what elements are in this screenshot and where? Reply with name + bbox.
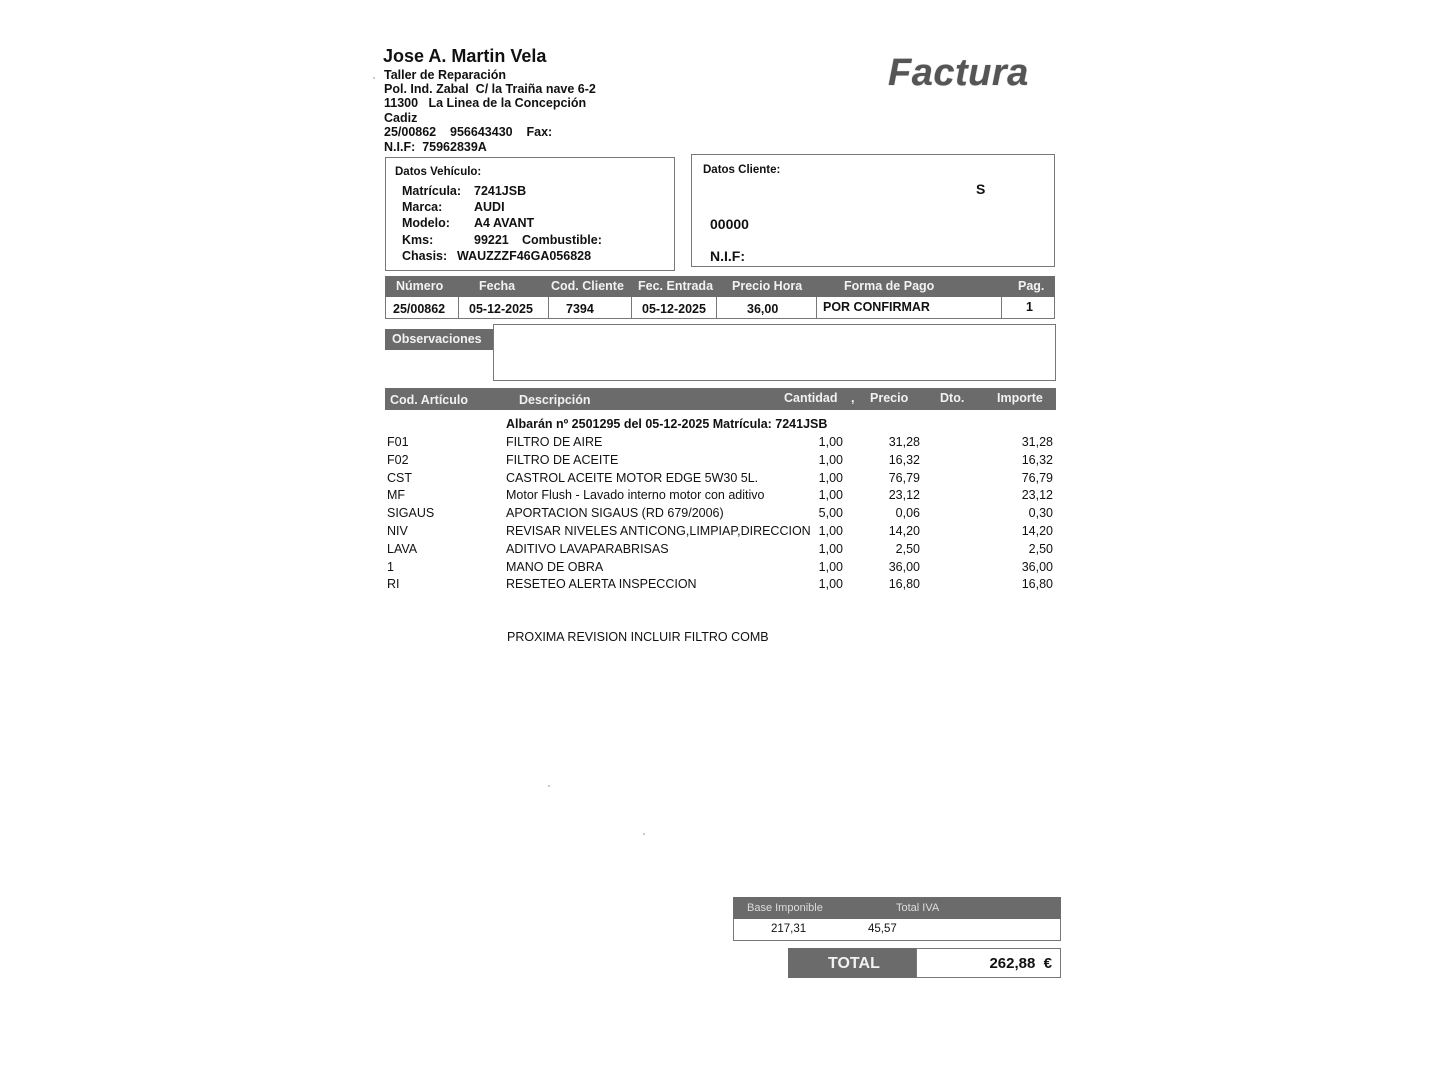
- line-price: 23,12: [888, 488, 920, 502]
- issuer-name: Jose A. Martin Vela: [383, 46, 547, 66]
- observations-box: [493, 324, 1056, 381]
- line-price: 31,28: [888, 435, 920, 449]
- line-code: F02: [387, 453, 409, 467]
- scan-speck: [643, 833, 645, 835]
- value-forma-pago: POR CONFIRMAR: [823, 300, 930, 314]
- col-precio: Precio: [870, 391, 909, 405]
- line-price: 16,32: [888, 453, 920, 467]
- line-price: 0,06: [895, 506, 920, 520]
- issuer-city: 11300 La Linea de la Concepción: [384, 96, 587, 110]
- value-precio-hora: 36,00: [747, 302, 779, 316]
- line-code: LAVA: [387, 542, 418, 556]
- albaran-line: Albarán nº 2501295 del 05-12-2025 Matrícula: 7241JSB: [506, 417, 828, 431]
- line-code: RI: [387, 577, 400, 591]
- line-quantity: 1,00: [818, 435, 843, 449]
- line-quantity: 5,00: [818, 506, 843, 520]
- line-quantity: 1,00: [818, 577, 843, 591]
- line-price: 2,50: [895, 542, 920, 556]
- line-description: REVISAR NIVELES ANTICONG,LIMPIAP,DIRECCION: [506, 524, 811, 538]
- totals-header-band: [733, 897, 1061, 919]
- line-quantity: 1,00: [818, 560, 843, 574]
- total-value-box: [916, 948, 1061, 978]
- issuer-province: Cadiz: [384, 111, 418, 125]
- totals-values-row: [733, 919, 1061, 941]
- line-price: 36,00: [888, 560, 920, 574]
- header-precio-hora: Precio Hora: [732, 279, 803, 293]
- line-amount: 36,00: [1021, 560, 1053, 574]
- kms-label: Kms:: [402, 233, 434, 247]
- line-code: SIGAUS: [387, 506, 435, 520]
- value-numero: 25/00862: [393, 302, 446, 316]
- issuer-phone-line: 25/00862 956643430 Fax:: [384, 125, 553, 139]
- line-price: 14,20: [888, 524, 920, 538]
- line-description: RESETEO ALERTA INSPECCION: [506, 577, 697, 591]
- line-code: MF: [387, 488, 406, 502]
- col-importe: Importe: [997, 391, 1043, 405]
- vehicle-box-title: Datos Vehículo:: [395, 166, 482, 178]
- line-quantity: 1,00: [818, 524, 843, 538]
- header-forma-pago: Forma de Pago: [844, 279, 935, 293]
- modelo-value: A4 AVANT: [474, 216, 535, 230]
- client-name-fragment: S: [976, 181, 986, 197]
- header-cod-cliente: Cod. Cliente: [551, 279, 624, 293]
- line-code: F01: [387, 435, 409, 449]
- line-description: FILTRO DE AIRE: [506, 435, 603, 449]
- total-iva-value: 45,57: [868, 923, 897, 935]
- issuer-business-type: Taller de Reparación: [384, 68, 507, 82]
- line-amount: 23,12: [1021, 488, 1053, 502]
- chasis-label: Chasis:: [402, 249, 448, 263]
- col-descripcion: Descripción: [519, 393, 591, 407]
- col-dto: Dto.: [940, 391, 965, 405]
- line-amount: 16,80: [1021, 577, 1053, 591]
- line-description: FILTRO DE ACEITE: [506, 453, 619, 467]
- col-cod-articulo: Cod. Artículo: [390, 393, 469, 407]
- line-description: ADITIVO LAVAPARABRISAS: [506, 542, 669, 556]
- value-fecha: 05-12-2025: [469, 302, 533, 316]
- matricula-label: Matrícula:: [402, 184, 462, 198]
- line-description: APORTACION SIGAUS (RD 679/2006): [506, 506, 724, 520]
- line-quantity: 1,00: [818, 453, 843, 467]
- combustible-label: Combustible:: [522, 233, 602, 247]
- client-data-box: [691, 154, 1055, 267]
- line-price: 76,79: [888, 471, 920, 485]
- matricula-value: 7241JSB: [474, 184, 527, 198]
- revision-note: PROXIMA REVISION INCLUIR FILTRO COMB: [507, 630, 769, 644]
- modelo-label: Modelo:: [402, 216, 450, 230]
- vehicle-data-box: [385, 157, 675, 271]
- line-amount: 76,79: [1021, 471, 1053, 485]
- header-fec-entrada: Fec. Entrada: [638, 279, 714, 293]
- document-title: Factura: [888, 52, 1029, 94]
- header-numero: Número: [396, 279, 444, 293]
- line-amount: 31,28: [1021, 435, 1053, 449]
- marca-value: AUDI: [474, 200, 505, 214]
- col-separator: ,: [851, 391, 855, 405]
- line-code: CST: [387, 471, 412, 485]
- line-price: 16,80: [888, 577, 920, 591]
- base-imponible-label: Base Imponible: [747, 902, 823, 914]
- header-pag: Pag.: [1018, 279, 1045, 293]
- client-box-title: Datos Cliente:: [703, 164, 781, 176]
- line-code: 1: [387, 560, 394, 574]
- total-label-band: [788, 948, 916, 978]
- invoice-header-values-row: [385, 297, 1055, 319]
- line-code: NIV: [387, 524, 408, 538]
- kms-value: 99221: [474, 233, 509, 247]
- observations-label-band: [385, 329, 493, 350]
- line-description: CASTROL ACEITE MOTOR EDGE 5W30 5L.: [506, 471, 759, 485]
- marca-label: Marca:: [402, 200, 443, 214]
- total-value: 262,88 €: [989, 955, 1052, 972]
- header-fecha: Fecha: [479, 279, 516, 293]
- issuer-nif: N.I.F: 75962839A: [384, 140, 487, 154]
- observations-label: Observaciones: [392, 332, 482, 346]
- scan-speck: [548, 785, 550, 787]
- col-cantidad: Cantidad: [784, 391, 838, 405]
- lines-header-band: [385, 388, 1056, 410]
- value-pag: 1: [1026, 300, 1033, 314]
- line-amount: 0,30: [1028, 506, 1053, 520]
- chasis-value: WAUZZZF46GA056828: [457, 249, 592, 263]
- line-amount: 14,20: [1021, 524, 1053, 538]
- client-nif-label: N.I.F:: [710, 248, 745, 264]
- line-amount: 16,32: [1021, 453, 1053, 467]
- line-quantity: 1,00: [818, 471, 843, 485]
- issuer-address: Pol. Ind. Zabal C/ la Traiña nave 6-2: [384, 82, 596, 96]
- line-amount: 2,50: [1028, 542, 1053, 556]
- base-imponible-value: 217,31: [771, 923, 807, 935]
- line-quantity: 1,00: [818, 488, 843, 502]
- scan-speck: [373, 77, 375, 79]
- client-code: 00000: [710, 216, 749, 232]
- line-description: MANO DE OBRA: [506, 560, 604, 574]
- total-iva-label: Total IVA: [896, 902, 940, 914]
- total-label: TOTAL: [828, 955, 880, 972]
- line-quantity: 1,00: [818, 542, 843, 556]
- value-fec-entrada: 05-12-2025: [642, 302, 706, 316]
- line-description: Motor Flush - Lavado interno motor con aditivo: [506, 488, 765, 502]
- value-cod-cliente: 7394: [566, 302, 594, 316]
- invoice-header-band: [385, 276, 1055, 297]
